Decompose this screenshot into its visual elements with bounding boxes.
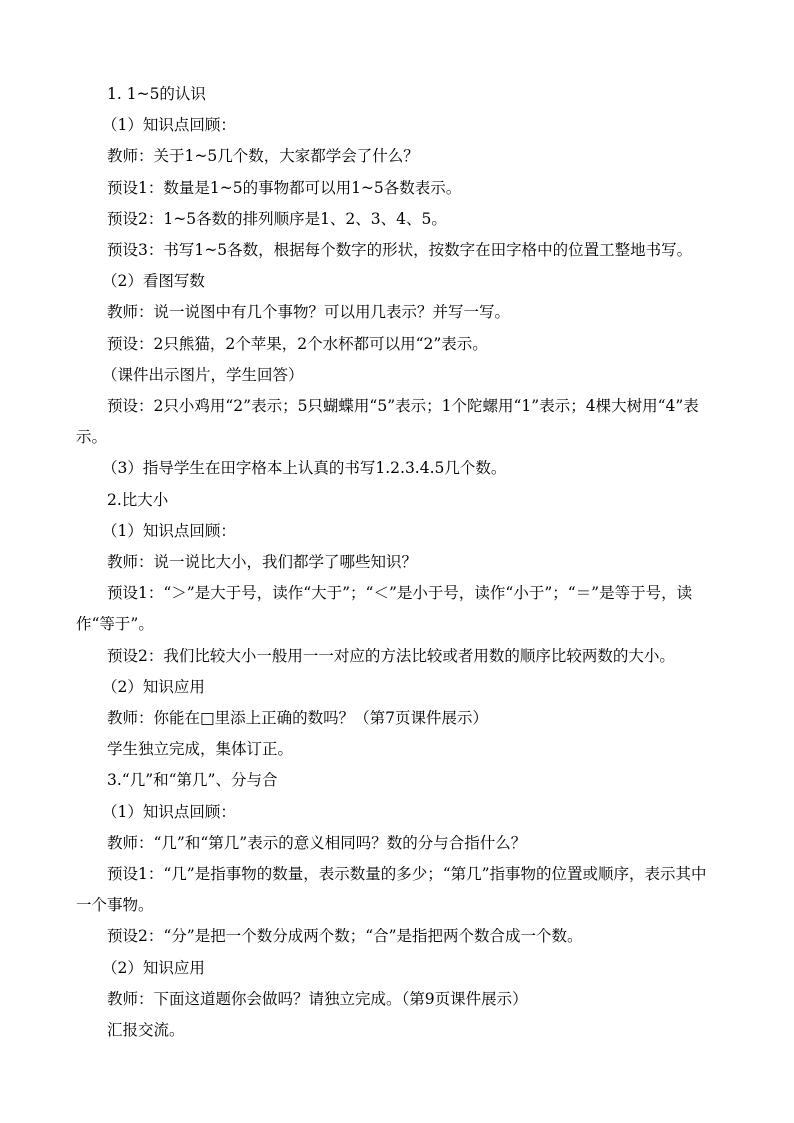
heading-section-3: 3.“几”和“第几”、分与合: [107, 771, 278, 790]
paragraph-teacher-2: 教师：说一说图中有几个事物？可以用几表示？并写一写。: [107, 303, 511, 322]
paragraph-preset-1-2: 预设2：1~5各数的排列顺序是1、2、3、4、5。: [107, 209, 447, 228]
paragraph-preset-4-1: 预设1：“＞”是大于号，读作“大于”；“＜”是小于号，读作“小于”；“＝”是等于号，读作“等于”。: [76, 584, 693, 634]
heading-section-1: 1. 1~5的认识: [107, 85, 206, 103]
paragraph-preset-5-1: 预设1：“几”是指事物的数量，表示数量的多少；“第几”指事物的位置或顺序，表示其中一个事物。: [76, 865, 707, 915]
paragraph-teacher-3: 教师：说一说比大小，我们都学了哪些知识？: [107, 553, 418, 572]
subheading-review-3: （1）知识点回顾：: [102, 802, 236, 821]
paragraph-preset-1-3: 预设3：书写1~5各数，根据每个数字的形状，按数字在田字格中的位置工整地书写。: [107, 241, 693, 260]
paragraph-teacher-5: 教师：“几”和“第几”表示的意义相同吗？数的分与合指什么？: [107, 833, 527, 852]
paragraph-preset-4-2: 预设2：我们比较大小一般用一一对应的方法比较或者用数的顺序比较两数的大小。: [107, 646, 675, 665]
paragraph-preset-1-1: 预设1：数量是1~5的事物都可以用1~5各数表示。: [107, 178, 462, 197]
paragraph-teacher-6: 教师：下面这道题你会做吗？请独立完成。（第9页课件展示）: [107, 989, 528, 1008]
paragraph-report: 汇报交流。: [107, 1021, 185, 1040]
subheading-look-write: （2）看图写数: [102, 272, 205, 291]
subheading-guide-writing: （3）指导学生在田字格本上认真的书写1.2.3.4.5几个数。: [102, 459, 507, 478]
subheading-apply-1: （2）知识应用: [102, 677, 205, 696]
paragraph-preset-2: 预设：2只熊猫，2个苹果，2个水杯都可以用“2”表示。: [107, 334, 488, 353]
paragraph-teacher-1: 教师：关于1~5几个数，大家都学会了什么？: [107, 147, 419, 166]
paragraph-courseware-note: （课件出示图片，学生回答）: [102, 365, 304, 384]
paragraph-teacher-4: 教师：你能在□里添上正确的数吗？（第7页课件展示）: [107, 709, 489, 728]
paragraph-preset-5-2: 预设2：“分”是把一个数分成两个数；“合”是指把两个数合成一个数。: [107, 927, 583, 946]
subheading-apply-2: （2）知识应用: [102, 958, 205, 977]
paragraph-student-1: 学生独立完成，集体订正。: [107, 740, 294, 759]
subheading-review-2: （1）知识点回顾：: [102, 521, 236, 540]
paragraph-preset-3: 预设：2只小鸡用“2”表示；5只蝴蝶用“5”表示；1个陀螺用“1”表示；4棵大树用“4”表示。: [76, 397, 699, 447]
heading-section-2: 2.比大小: [107, 490, 169, 509]
subheading-review-1: （1）知识点回顾：: [102, 116, 236, 135]
document-body: [76, 79, 720, 1046]
